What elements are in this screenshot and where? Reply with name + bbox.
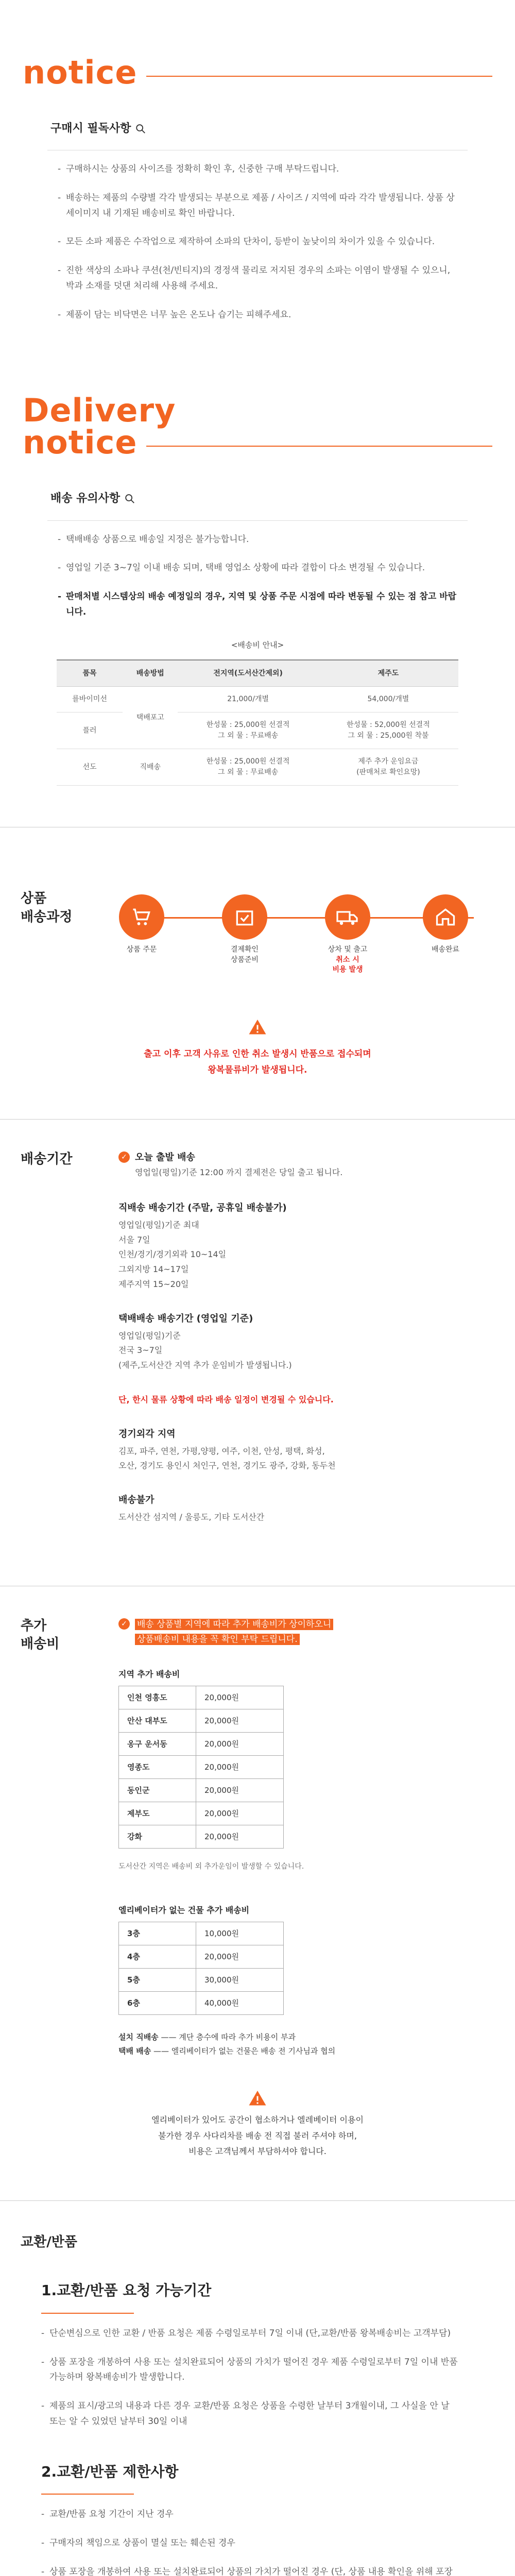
block-line: 도서산간 섬지역 / 울릉도, 기타 도서산간 (118, 1512, 265, 1522)
extra-intro-text (135, 1617, 333, 1647)
period-body (118, 1150, 494, 1544)
step-label: 배송완료 (431, 945, 460, 954)
exchange-period-heading: 1.교환/반품 요청 가능기간 (41, 2282, 212, 2299)
block-head: 택배배송 배송기간 (영업일 기준) (118, 1313, 253, 1324)
delivery-title-line2: notice (23, 423, 138, 462)
block-line: 서울 7일 (118, 1234, 150, 1245)
exchange-section (0, 2232, 515, 2576)
check-icon: ✓ (118, 1618, 130, 1630)
intro-highlight: 배송 상품별 지역에 따라 추가 배송비가 상이하오니 (135, 1619, 333, 1630)
table-row (119, 1756, 284, 1779)
table-row (119, 1992, 284, 2015)
step-label: 결제확인 상품준비 (230, 945, 259, 964)
table-row (119, 1969, 284, 1992)
shipping-fee-table (57, 659, 458, 786)
table-row (119, 1709, 284, 1733)
delivery-title (0, 392, 515, 462)
exchange-limit-heading: 2.교환/반품 제한사항 (41, 2463, 179, 2480)
extra-fee-section (0, 1617, 515, 2058)
extra-intro (118, 1617, 494, 1647)
intro-highlight: 상품배송비 내용을 꼭 확인 부탁 드립니다. (135, 1634, 300, 1645)
process-flow (98, 869, 494, 1003)
section-divider (0, 1119, 515, 1120)
remote-area-note: 도서산간 지역은 배송비 외 추가운임이 발생할 수 있습니다. (118, 1862, 304, 1871)
table-row (119, 1802, 284, 1825)
list-item: - 택배배송 상품으로 배송일 지정은 불가능합니다. (58, 532, 458, 548)
list-item: - 상품 포장을 개봉하여 사용 또는 설치완료되어 상품의 가치가 떨어진 경우 (단, 상품 내용 확인을 위해 포장 (41, 2565, 458, 2576)
table-row (119, 1733, 284, 1756)
process-step (211, 894, 278, 965)
region-cell: 영종도 (119, 1756, 196, 1779)
warning-line: 불가한 경우 사다리차를 배송 전 직접 불러 주셔야 하며, (158, 2130, 357, 2141)
box-check-icon (222, 894, 267, 940)
legend-text: 계단 층수에 따라 추가 비용이 부과 (179, 2032, 296, 2042)
region-cell: 동인군 (119, 1779, 196, 1802)
fee-cell: 20,000원 (196, 1686, 284, 1709)
region-cell: 옹구 운서동 (119, 1733, 196, 1756)
fee-cell: 30,000원 (196, 1969, 284, 1992)
elevator-fee-title: 엘리베이터가 없는 건물 추가 배송비 (118, 1905, 250, 1915)
search-icon (135, 123, 146, 134)
table-cell: 54,000/개별 (318, 687, 458, 713)
cancel-fee-note: 취소 시 비용 발생 (332, 955, 363, 974)
warning-line: 엘리베이터가 있어도 공간이 협소하거나 엘레베이터 이용이 (151, 2115, 364, 2125)
table-cell: 한성물 : 25,000원 선결적 그 외 물 : 무료배송 (178, 749, 318, 786)
same-day-head: 오늘 출발 배송 (135, 1152, 195, 1163)
home-icon (423, 894, 468, 940)
title-divider (146, 446, 492, 447)
list-item: - 구매자의 책임으로 상품이 멸실 또는 훼손된 경우 (41, 2536, 458, 2551)
warning-line: 비용은 고객님께서 부담하셔야 합니다. (188, 2146, 327, 2157)
delivery-heading-text: 배송 유의사항 (50, 492, 121, 505)
heading-underline (41, 2494, 134, 2495)
intro-line (135, 1617, 333, 1632)
region-cell: 제부도 (119, 1802, 196, 1825)
warning-icon (248, 2089, 267, 2108)
block-line: 김포, 파주, 연천, 가평,양평, 여주, 이천, 안성, 평택, 화성, (118, 1446, 325, 1456)
delivery-list (0, 532, 515, 620)
intro-line (135, 1632, 333, 1647)
fee-cell: 40,000원 (196, 1992, 284, 2015)
fee-cell: 20,000원 (196, 1825, 284, 1849)
same-day-item (118, 1150, 494, 1180)
cart-icon (119, 894, 164, 940)
extra-label: 추가 배송비 (21, 1618, 60, 1652)
process-label: 상품 배송과정 (21, 891, 73, 925)
table-row (57, 749, 458, 786)
delivery-section (0, 392, 515, 786)
check-icon: ✓ (118, 1151, 130, 1163)
truck-icon (325, 894, 370, 940)
search-icon (124, 493, 135, 504)
table-cell: 제주 추가 운임요금 (판매처로 확인요망) (318, 749, 458, 786)
table-row (119, 1779, 284, 1802)
heading-divider (47, 520, 468, 521)
block-line: 인천/경기/경기외곽 10~14일 (118, 1249, 227, 1260)
block-line: (제주,도서산간 지역 추가 운임비가 발생됩니다.) (118, 1360, 292, 1370)
list-item: - 제품의 표시/광고의 내용과 다른 경우 교환/반품 요청은 상품을 수령한 날부터 3개월이내, 그 사실을 안 날 또는 알 수 있었던 날부터 30일 이내 (41, 2399, 458, 2430)
list-item: - 판매처별 시스템상의 배송 예정일의 경우, 지역 및 상품 주문 시점에 따라 변동될 수 있는 점 참고 바랍니다. (58, 589, 458, 620)
step-label: 상차 및 출고 (328, 945, 368, 954)
fee-cell: 20,000원 (196, 1733, 284, 1756)
fee-cell: 20,000원 (196, 1756, 284, 1779)
period-block (118, 1427, 494, 1473)
table-cell (123, 687, 178, 749)
block-line: 제주지역 15~20일 (118, 1279, 189, 1289)
table-cell: 플러 (57, 713, 123, 749)
notice-title: notice (23, 54, 138, 91)
schedule-warning: 단, 한시 물류 상황에 따라 배송 일정이 변경될 수 있습니다. (118, 1394, 334, 1404)
block-head: 직배송 배송기간 (주말, 공휴일 배송불가) (118, 1202, 287, 1213)
process-step (412, 894, 479, 955)
shipping-table-caption: <배송비 안내> (231, 640, 284, 650)
table-cell: 21,000/개별 (178, 687, 318, 713)
table-cell: 선도 (57, 749, 123, 786)
delivery-period-section (0, 1150, 515, 1544)
period-label: 배송기간 (21, 1151, 73, 1167)
table-row (57, 713, 458, 749)
cancel-warning-text: 출고 이후 고객 사유로 인한 취소 발생시 반품으로 접수되며 왕복물류비가 발생됩니다. (144, 1049, 371, 1075)
exchange-period-list (0, 2326, 515, 2430)
fee-legend (118, 2030, 494, 2058)
table-cell: 한성물 : 52,000원 선결적 그 외 물 : 25,000원 착불 (318, 713, 458, 749)
region-cell: 안산 대부도 (119, 1709, 196, 1733)
block-head: 경기외각 지역 (118, 1428, 176, 1439)
list-item: - 영업일 기준 3~7일 이내 배송 되며, 택배 영업소 상황에 따라 결합이 다소 변경될 수 있습니다. (58, 561, 458, 576)
list-item: - 교환/반품 요청 기간이 지난 경우 (41, 2507, 458, 2522)
delivery-heading (0, 489, 515, 507)
floor-cell: 6층 (119, 1992, 196, 2015)
list-item: - 배송하는 제품의 수량별 각각 발생되는 부분으로 제품 / 사이즈 / 지역에 따라 각각 발생됩니다. 상품 상세이미지 내 기재된 배송비로 확인 바랍니다. (58, 191, 458, 222)
table-header: 전지역(도서산간제외) (178, 660, 318, 687)
table-header: 품목 (57, 660, 123, 687)
cancel-warning (0, 1018, 515, 1078)
block-line: 그외지방 14~17일 (118, 1264, 189, 1275)
legend-key: 설치 직배송 (118, 2032, 159, 2042)
purchase-heading (0, 120, 515, 138)
table-header: 배송방법 (123, 660, 178, 687)
legend-line: 택배 배송 —— 엘리베이터가 없는 건물은 배송 전 기사님과 협의 (118, 2046, 336, 2056)
fee-cell: 20,000원 (196, 1709, 284, 1733)
warning-icon (248, 1018, 267, 1037)
block-line: 영업일(평일)기준 (118, 1330, 181, 1341)
elevator-warning-text (0, 2112, 515, 2159)
notice-title-row (0, 0, 515, 89)
table-row (119, 1686, 284, 1709)
region-fee-table (118, 1686, 284, 1849)
process-step (108, 894, 175, 955)
step-label: 상품 주문 (126, 945, 157, 954)
process-step (314, 894, 381, 974)
fee-cell: 10,000원 (196, 1922, 284, 1945)
period-block (118, 1493, 494, 1525)
list-item: - 제품이 담는 비닥면은 너무 높은 온도나 습기는 피해주세요. (58, 308, 458, 323)
legend-line: 설치 직배송 —— 계단 층수에 따라 추가 비용이 부과 (118, 2032, 296, 2042)
legend-text: 엘리베이터가 없는 건물은 배송 전 기사님과 협의 (171, 2046, 336, 2056)
section-divider (0, 2200, 515, 2201)
notice-section (0, 0, 515, 323)
list-item: - 상품 포장을 개봉하여 사용 또는 설치완료되어 상품의 가치가 떨어진 경우 제품 수령일로부터 7일 이내 반품가능하며 왕복배송비가 발생합니다. (41, 2355, 458, 2386)
table-cell: 를바이미선 (57, 687, 123, 713)
block-line: 영업일(평일)기준 최대 (118, 1219, 199, 1230)
exchange-limit-list (0, 2507, 515, 2576)
list-item: - 진한 색상의 소파나 쿠션(천/빈티지)의 경정색 물리로 저지된 경우의 소파는 이염이 발생될 수 있으니, 박과 소재를 덧댄 처리해 사용해 주세요. (58, 263, 458, 294)
delivery-process-section (0, 869, 515, 1003)
heading-underline (41, 2313, 134, 2314)
table-row (119, 1945, 284, 1969)
cell-text: 택배포고 (136, 713, 164, 722)
table-row (119, 1922, 284, 1945)
period-block (118, 1393, 494, 1408)
same-day-sub: 영업일(평일)기준 12:00 까지 결제전은 당일 출고 됩니다. (135, 1167, 343, 1178)
list-item: - 단순변심으로 인한 교환 / 반품 요청은 제품 수령일로부터 7일 이내 (단,교환/반품 왕복배송비는 고객부담) (41, 2326, 458, 2342)
table-header: 제주도 (318, 660, 458, 687)
table-cell: 한성물 : 25,000원 선결적 그 외 물 : 무료배송 (178, 713, 318, 749)
region-cell: 강화 (119, 1825, 196, 1849)
title-divider (146, 76, 492, 77)
block-line: 오산, 경기도 용인시 처인구, 연천, 경기도 광주, 강화, 동두천 (118, 1461, 336, 1471)
table-row (57, 687, 458, 713)
fee-cell: 20,000원 (196, 1945, 284, 1969)
region-cell: 인천 영흥도 (119, 1686, 196, 1709)
purchase-list (0, 162, 515, 323)
table-cell: 직배송 (123, 749, 178, 786)
elevator-fee-table (118, 1922, 284, 2015)
floor-cell: 4층 (119, 1945, 196, 1969)
delivery-title-line1: Delivery (23, 392, 176, 430)
elevator-warning (0, 2089, 515, 2159)
block-head: 배송불가 (118, 1495, 154, 1506)
period-block (118, 1201, 494, 1292)
legend-key: 택배 배송 (118, 2046, 151, 2056)
fee-cell: 20,000원 (196, 1802, 284, 1825)
table-row (119, 1825, 284, 1849)
list-item: - 모든 소파 제품은 수작업으로 제작하여 소파의 단차이, 등받이 높낮이의 차이가 있을 수 있습니다. (58, 234, 458, 250)
exchange-label: 교환/반품 (21, 2234, 77, 2250)
floor-cell: 3층 (119, 1922, 196, 1945)
fee-cell: 20,000원 (196, 1779, 284, 1802)
purchase-heading-text: 구매시 필독사항 (50, 122, 131, 135)
floor-cell: 5층 (119, 1969, 196, 1992)
table-header-row (57, 660, 458, 687)
extra-body (118, 1617, 494, 2058)
region-fee-title: 지역 추가 배송비 (118, 1669, 180, 1679)
list-item: - 구매하시는 상품의 사이즈를 정확히 확인 후, 신중한 구매 부탁드립니다. (58, 162, 458, 177)
period-block (118, 1312, 494, 1373)
block-line: 전국 3~7일 (118, 1345, 163, 1355)
